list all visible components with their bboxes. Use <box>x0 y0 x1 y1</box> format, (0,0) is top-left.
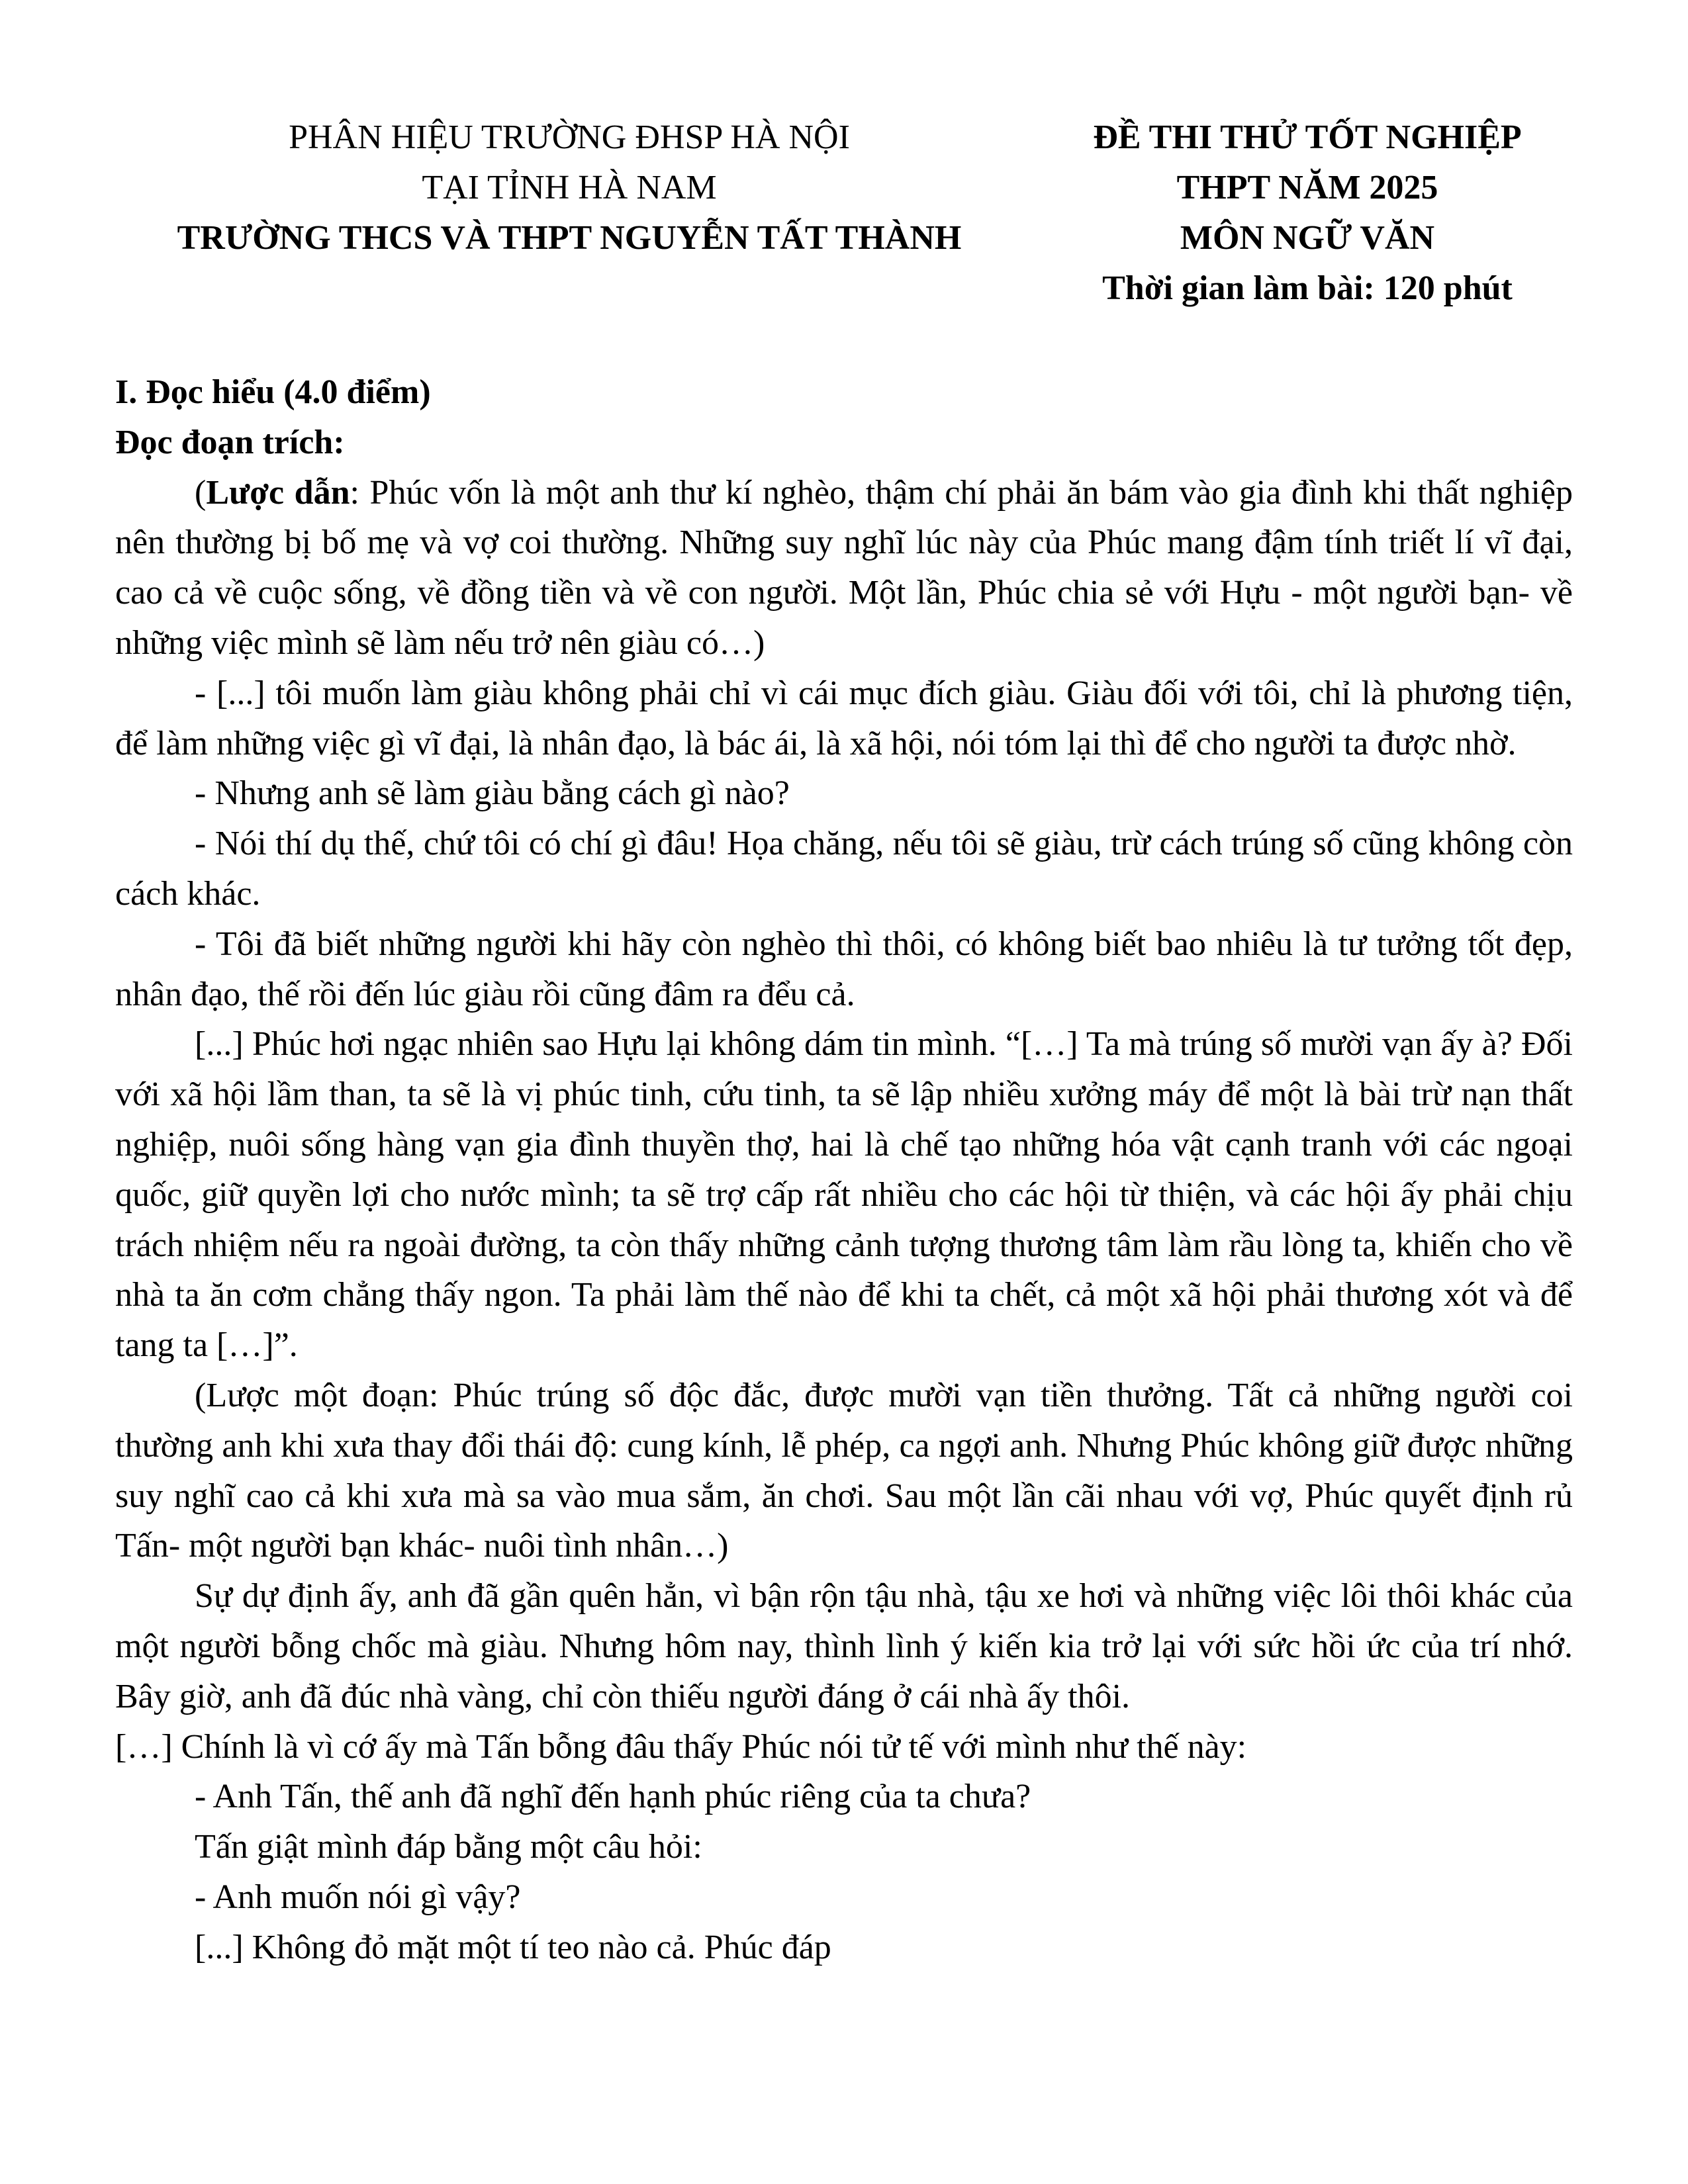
school-province: TẠI TỈNH HÀ NAM <box>422 169 717 206</box>
passage-paragraph-5: [...] Phúc hơi ngạc nhiên sao Hựu lại không dám tin mình. “[…] Ta mà trúng số mười vạn ấy à? Đối với xã hội lầm than, ta sẽ là vị phúc tinh, cứu tinh, ta sẽ lập nhiều xưởng máy để một là bài trừ nạn thất nghiệp, nuôi sống hàng vạn gia đình thuyền thợ, hai là chế tạo những hóa vật cạnh tranh với các ngoại quốc, giữ quyền lợi cho nước mình; ta sẽ trợ cấp rất nhiều cho các hội từ thiện, và các hội ấy phải chịu trách nhiệm nếu ra ngoài đường, ta còn thấy những cảnh tượng thương tâm làm rầu lòng ta, khiến cho về nhà ta ăn cơm chẳng thấy ngon. Ta phải làm thế nào để khi ta chết, cả một xã hội phải thương xót và để tang ta […]”. <box>115 1025 1573 1365</box>
section-title: I. Đọc hiểu (4.0 điểm) <box>115 373 431 411</box>
passage-paragraph-1: - [...] tôi muốn làm giàu không phải chỉ vì cái mục đích giàu. Giàu đối với tôi, chỉ là phương tiện, để làm những việc gì vĩ đại, là nhân đạo, là bác ái, là xã hội, nói tóm lại thì để cho người ta được nhờ. <box>115 674 1573 762</box>
exam-year: THPT NĂM 2025 <box>1176 169 1438 206</box>
dialogue-line-3: - Anh muốn nói gì vậy? <box>195 1878 521 1916</box>
intro-text: : Phúc vốn là một anh thư kí nghèo, thậm chí phải ăn bám vào gia đình khi thất nghiệp nên thường bị bố mẹ và vợ coi thường. Những suy nghĩ lúc này của Phúc mang đậm tính triết lí vĩ đại, cao cả về cuộc sống, về đồng tiền và về con người. Một lần, Phúc chia sẻ với Hựu - một người bạn- về những việc mình sẽ làm nếu trở nên giàu có…) <box>115 473 1573 662</box>
intro-open-paren: ( <box>195 473 207 512</box>
dialogue-line-2: Tấn giật mình đáp bằng một câu hỏi: <box>195 1828 702 1866</box>
exam-subject: MÔN NGỮ VĂN <box>1180 219 1435 257</box>
dialogue-line-4: [...] Không đỏ mặt một tí teo nào cả. Phúc đáp <box>195 1928 831 1966</box>
passage-continuation: […] Chính là vì cớ ấy mà Tấn bỗng đâu thấy Phúc nói tử tế với mình như thế này: <box>115 1727 1247 1766</box>
passage-paragraph-2: - Nhưng anh sẽ làm giàu bằng cách gì nào? <box>195 774 790 813</box>
school-name: TRƯỜNG THCS VÀ THPT NGUYỄN TẤT THÀNH <box>177 219 962 257</box>
intro-label: Lược dẫn <box>206 473 350 512</box>
dialogue-line-1: - Anh Tấn, thế anh đã nghĩ đến hạnh phúc riêng của ta chưa? <box>195 1778 1031 1816</box>
passage-paragraph-4: - Tôi đã biết những người khi hãy còn nghèo thì thôi, có không biết bao nhiêu là tư tưởng tốt đẹp, nhân đạo, thế rồi đến lúc giàu rồi cũng đâm ra đểu cả. <box>115 925 1573 1013</box>
school-header <box>99 113 1039 263</box>
intro-paragraph <box>115 468 1573 668</box>
passage-paragraph-3: - Nói thí dụ thế, chứ tôi có chí gì đâu! Họa chăng, nếu tôi sẽ giàu, trừ cách trúng số cũng không còn cách khác. <box>115 825 1573 913</box>
passage-paragraph-7: Sự dự định ấy, anh đã gần quên hẳn, vì bận rộn tậu nhà, tậu xe hơi và những việc lôi thôi khác của một người bỗng chốc mà giàu. Nhưng hôm nay, thình lình ý kiến kia trở lại với sức hồi ức của trí nhớ. Bây giờ, anh đã đúc nhà vàng, chỉ còn thiếu người đáng ở cái nhà ấy thôi. <box>115 1577 1573 1715</box>
passage-paragraph-6: (Lược một đoạn: Phúc trúng số độc đắc, được mười vạn tiền thưởng. Tất cả những người coi thường anh khi xưa thay đổi thái độ: cung kính, lễ phép, ca ngợi anh. Nhưng Phúc không giữ được những suy nghĩ cao cả khi xưa mà sa vào mua sắm, ăn chơi. Sau một lần cãi nhau với vợ, Phúc quyết định rủ Tấn- một người bạn khác- nuôi tình nhân…) <box>115 1376 1573 1565</box>
exam-title: ĐỀ THI THỬ TỐT NGHIỆP <box>1093 118 1522 156</box>
section-subtitle: Đọc đoạn trích: <box>115 423 345 461</box>
exam-duration: Thời gian làm bài: 120 phút <box>1102 269 1513 307</box>
exam-header <box>1019 113 1595 314</box>
reading-section <box>115 367 1573 1973</box>
school-branch-name: PHÂN HIỆU TRƯỜNG ĐHSP HÀ NỘI <box>289 118 850 156</box>
